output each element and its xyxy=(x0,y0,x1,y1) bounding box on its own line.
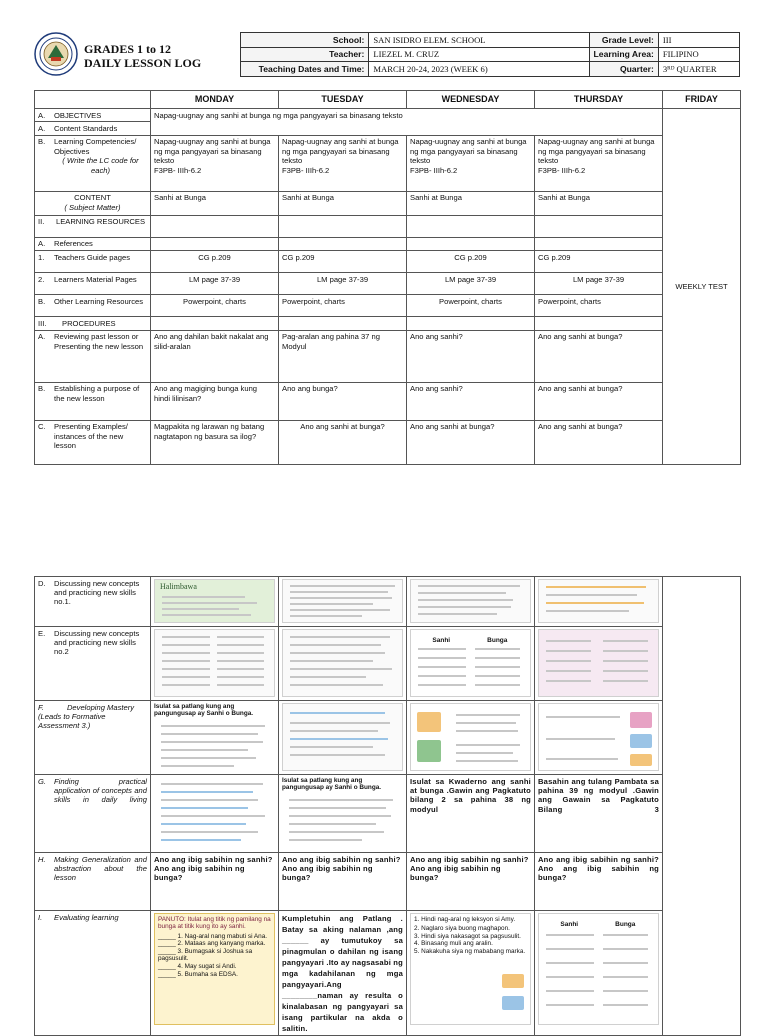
row-letter: A. xyxy=(38,239,46,249)
cell-empty xyxy=(407,317,535,330)
row-label-evaluating xyxy=(35,911,151,1036)
lesson-log-table-bottom xyxy=(34,576,741,1036)
competency-thursday xyxy=(535,135,663,191)
tg-thursday: CG p.209 xyxy=(535,251,663,273)
discussing1-monday xyxy=(151,577,279,627)
row-letter: E. xyxy=(38,628,46,638)
cell-empty xyxy=(407,237,535,250)
row-label-text: Content Standards xyxy=(54,123,118,133)
competency-code: F3PB- IIIh-6.2 xyxy=(154,165,202,175)
other-wednesday: Powerpoint, charts xyxy=(407,295,535,317)
exercise-instruction: Isulat sa patlang kung ang pangungusap ay Sanhi o Bunga. xyxy=(282,776,382,792)
question-sanhi: Ano ang ibig sabihin ng sanhi? xyxy=(154,854,273,864)
purpose-wednesday: Ano ang sanhi? xyxy=(407,382,535,420)
cell-empty xyxy=(151,215,279,237)
sanhi-bunga-exercise xyxy=(154,703,275,771)
evaluation-item: 1. Hindi nag-aral ng leksyon si Amy. xyxy=(414,915,516,923)
row-label-teachers-guide xyxy=(35,251,151,273)
row-letter: A. xyxy=(38,123,46,133)
question-bunga: Ano ang ibig sabihin ng bunga? xyxy=(410,863,501,883)
row-label-references xyxy=(35,237,151,250)
log-title xyxy=(84,42,201,70)
evaluation-item: 2. Naglaro siya buong maghapon. xyxy=(414,925,510,933)
day-wednesday: WEDNESDAY xyxy=(407,91,535,109)
presenting-wednesday: Ano ang sanhi at bunga? xyxy=(407,420,535,464)
practical-wednesday: Isulat sa Kwaderno ang sanhi at bunga .Gawin ang Pagkatuto bilang 2 sa pahina 38 ng modyul xyxy=(407,775,535,853)
learning-area-value: FILIPINO xyxy=(658,47,739,62)
worksheet-image xyxy=(282,629,403,697)
row-label-procedures xyxy=(35,317,151,330)
tg-tuesday: CG p.209 xyxy=(279,251,407,273)
purpose-tuesday: Ano ang bunga? xyxy=(279,382,407,420)
learning-area-label: Learning Area: xyxy=(589,47,658,62)
competency-text: Napag-uugnay ang sanhi at bunga ng mga pangyayari sa binasang teksto xyxy=(410,137,527,166)
corner-cell xyxy=(35,91,151,109)
row-label-text: Teachers Guide pages xyxy=(54,252,130,262)
row-letter: B. xyxy=(38,384,46,394)
friday-weekly-test: WEEKLY TEST xyxy=(663,109,741,465)
log-header xyxy=(34,32,740,76)
practical-monday xyxy=(151,775,279,853)
other-monday: Powerpoint, charts xyxy=(151,295,279,317)
picture-exercise-image xyxy=(538,703,659,771)
row-label-text: Reviewing past lesson or Presenting the new lesson xyxy=(54,332,144,351)
cell-empty xyxy=(279,317,407,330)
row-label-note: (Leads to Formative Assessment 3.) xyxy=(38,711,106,731)
evaluating-thursday xyxy=(535,911,663,1036)
evaluating-tuesday: Kumpletuhin ang Patlang . Batay sa aking nalaman ,ang ______ ay tumutukoy sa pinagmulan o dahilan ng isang pangyayari .Ito ay nagsasabi ng mga kadahilanan ng mga pangyayari.Ang ________naman ay resulta o kinalabasan ng pangyayari sa isang partikular na akda o salitin. xyxy=(279,911,407,1036)
row-label-text: References xyxy=(54,239,93,249)
cell-empty xyxy=(151,317,279,330)
row-letter: H. xyxy=(38,854,46,864)
question-bunga: Ano ang ibig sabihin ng bunga? xyxy=(538,863,659,883)
row-label-content-standards xyxy=(35,122,151,135)
row-label-text: LEARNING RESOURCES xyxy=(55,217,146,227)
row-label-wrap xyxy=(38,913,147,922)
evaluation-worksheet-image xyxy=(154,913,275,1025)
row-letter: C. xyxy=(38,422,46,432)
row-label-establishing xyxy=(35,382,151,420)
row-letter: F. xyxy=(38,702,44,712)
content-monday: Sanhi at Bunga xyxy=(151,191,279,215)
row-letter: G. xyxy=(38,776,47,786)
content-standards-value: Napag-uugnay ang sanhi at bunga ng mga pangyayari sa binasang teksto xyxy=(151,109,663,136)
row-label-discussing-1 xyxy=(35,577,151,627)
row-letter: 2. xyxy=(38,274,45,284)
content-wednesday: Sanhi at Bunga xyxy=(407,191,535,215)
mastery-wednesday xyxy=(407,701,535,775)
evaluation-item: _____ 1. Nag-aral nang mabuti si Ana. xyxy=(158,932,268,940)
tg-wednesday: CG p.209 xyxy=(407,251,535,273)
review-wednesday: Ano ang sanhi? xyxy=(407,330,535,382)
friday-empty xyxy=(663,577,741,1036)
discussing1-wednesday xyxy=(407,577,535,627)
row-label-wrap xyxy=(38,703,147,731)
evaluation-item: _____ 4. May sugat si Andi. xyxy=(158,963,237,971)
discussing2-wednesday xyxy=(407,627,535,701)
lm-monday: LM page 37-39 xyxy=(151,273,279,295)
quarter-label: Quarter: xyxy=(589,62,658,77)
row-letter: III. xyxy=(38,318,47,328)
presenting-tuesday: Ano ang sanhi at bunga? xyxy=(279,420,407,464)
sanhi-column-label: Sanhi xyxy=(560,920,579,928)
discussing2-thursday xyxy=(535,627,663,701)
question-bunga: Ano ang ibig sabihin ng bunga? xyxy=(282,863,373,883)
row-letter: D. xyxy=(38,578,46,588)
exercise-instruction: Isulat sa patlang kung ang pangungusap ay Sanhi o Bunga. xyxy=(154,702,254,718)
discussing1-tuesday xyxy=(279,577,407,627)
generalization-tuesday xyxy=(279,853,407,911)
sanhi-bunga-table-image xyxy=(538,913,659,1025)
sanhi-bunga-exercise xyxy=(282,777,403,849)
evaluation-item: _____ 2. Mataas ang kanyang marka. xyxy=(158,940,266,948)
school-value: SAN ISIDRO ELEM. SCHOOL xyxy=(369,33,589,48)
teacher-label: Teacher: xyxy=(241,47,369,62)
row-label-discussing-2 xyxy=(35,627,151,701)
question-bunga: Ano ang ibig sabihin ng bunga? xyxy=(154,863,245,883)
cell-empty xyxy=(279,237,407,250)
presenting-thursday: Ano ang sanhi at bunga? xyxy=(535,420,663,464)
day-tuesday: TUESDAY xyxy=(279,91,407,109)
cell-empty xyxy=(535,237,663,250)
deped-seal-icon xyxy=(34,32,78,76)
practical-tuesday xyxy=(279,775,407,853)
teacher-value: LIEZEL M. CRUZ xyxy=(369,47,589,62)
content-tuesday: Sanhi at Bunga xyxy=(279,191,407,215)
row-label-objectives xyxy=(35,109,151,122)
row-label-note: ( Write the LC code for each) xyxy=(62,156,139,175)
row-letter: B. xyxy=(38,296,46,306)
presenting-monday: Magpakita ng larawan ng batang nagtatapon ng basura sa ilog? xyxy=(151,420,279,464)
purpose-thursday: Ano ang sanhi at bunga? xyxy=(535,382,663,420)
competency-text: Napag-uugnay ang sanhi at bunga ng mga pangyayari sa binasang teksto xyxy=(538,137,655,166)
tg-monday: CG p.209 xyxy=(151,251,279,273)
competency-wednesday xyxy=(407,135,535,191)
picture-evaluation-image xyxy=(410,913,531,1025)
row-label-text: Developing Mastery xyxy=(66,702,135,712)
discussing2-monday xyxy=(151,627,279,701)
cell-empty xyxy=(407,215,535,237)
discussing2-tuesday xyxy=(279,627,407,701)
bunga-column-label: Bunga xyxy=(487,636,508,644)
worksheet-image xyxy=(154,629,275,697)
content-thursday: Sanhi at Bunga xyxy=(535,191,663,215)
generalization-wednesday xyxy=(407,853,535,911)
row-label-note: ( Subject Matter) xyxy=(64,202,121,212)
evaluating-monday xyxy=(151,911,279,1036)
row-label-generalization xyxy=(35,853,151,911)
competency-code: F3PB- IIIh-6.2 xyxy=(410,165,458,175)
row-label-text: OBJECTIVES xyxy=(54,110,102,120)
purpose-monday: Ano ang magiging bunga kung hindi lilinisan? xyxy=(151,382,279,420)
practical-thursday: Basahin ang tulang Pambata sa pahina 39 ng modyul .Gawin ang Gawain sa Pagkatuto Bilang 3 xyxy=(535,775,663,853)
row-label-text: CONTENT xyxy=(74,193,111,203)
row-label-text: Learners Material Pages xyxy=(54,274,137,284)
competency-tuesday xyxy=(279,135,407,191)
row-label-learners-material xyxy=(35,273,151,295)
evaluation-item: 4. Binasang muli ang aralin. xyxy=(414,940,493,948)
other-thursday: Powerpoint, charts xyxy=(535,295,663,317)
sanhi-bunga-table-image xyxy=(410,629,531,697)
worksheet-image xyxy=(282,703,403,771)
cell-empty xyxy=(279,215,407,237)
row-letter: B. xyxy=(38,137,46,147)
row-label-reviewing xyxy=(35,330,151,382)
worksheet-image xyxy=(282,579,403,623)
row-label-text: Presenting Examples/ instances of the new lesson xyxy=(54,422,128,450)
competency-monday xyxy=(151,135,279,191)
row-label-learning-resources xyxy=(35,215,151,237)
question-sanhi: Ano ang ibig sabihin ng sanhi? xyxy=(538,854,659,864)
row-label-wrap xyxy=(38,777,147,805)
row-letter: A. xyxy=(38,110,46,120)
day-monday: MONDAY xyxy=(151,91,279,109)
mastery-thursday xyxy=(535,701,663,775)
row-label-mastery xyxy=(35,701,151,775)
slide-heading: Halimbawa xyxy=(160,581,197,591)
question-sanhi: Ano ang ibig sabihin ng sanhi? xyxy=(282,854,401,864)
row-label-text: Discussing new concepts and practicing new skills no.2 xyxy=(54,628,140,657)
cell-empty xyxy=(535,215,663,237)
lesson-slide-image xyxy=(154,579,275,623)
sanhi-column-label: Sanhi xyxy=(432,636,451,644)
row-label-text: PROCEDURES xyxy=(62,318,116,328)
title-daily-lesson-log: DAILY LESSON LOG xyxy=(84,56,202,70)
discussing1-thursday xyxy=(535,577,663,627)
lm-thursday: LM page 37-39 xyxy=(535,273,663,295)
generalization-monday xyxy=(151,853,279,911)
lm-wednesday: LM page 37-39 xyxy=(407,273,535,295)
evaluation-item: _____ 3. Bumagsak si Joshua sa pagsusulit. xyxy=(158,947,253,963)
row-label-practical xyxy=(35,775,151,853)
row-label-wrap xyxy=(38,855,147,883)
review-monday: Ano ang dahilan bakit nakalat ang silid-aralan xyxy=(151,330,279,382)
cell-empty xyxy=(535,317,663,330)
row-label-competencies xyxy=(35,135,151,191)
panuto-text: PANUTO: Itulat ang titik ng pamilang na bunga at titik kung ito ay sanhi. xyxy=(158,915,271,931)
evaluation-item: _____ 5. Bumaha sa EDSA. xyxy=(158,970,238,978)
mastery-tuesday xyxy=(279,701,407,775)
evaluation-item: 3. Hindi siya nakasagot sa pagsusulit. xyxy=(414,932,521,940)
row-label-presenting xyxy=(35,420,151,464)
worksheet-image xyxy=(154,777,275,849)
row-label-text: Discussing new concepts and practicing new skills no.1. xyxy=(54,578,140,607)
school-label: School: xyxy=(241,33,369,48)
picture-exercise-image xyxy=(410,703,531,771)
evaluation-item: 5. Nakakuha siya ng mababang marka. xyxy=(414,947,526,955)
evaluating-wednesday xyxy=(407,911,535,1036)
competency-text: Napag-uugnay ang sanhi at bunga ng mga pangyayari sa binasang teksto xyxy=(154,137,271,166)
generalization-thursday xyxy=(535,853,663,911)
cell-empty xyxy=(151,237,279,250)
dates-label: Teaching Dates and Time: xyxy=(241,62,369,77)
day-friday: FRIDAY xyxy=(663,91,741,109)
worksheet-image xyxy=(538,629,659,697)
row-label-text: Other Learning Resources xyxy=(54,296,144,306)
row-label-text: Learning Competencies/ Objectives xyxy=(54,137,137,156)
bunga-column-label: Bunga xyxy=(615,920,636,928)
lesson-log-table-top xyxy=(34,90,741,465)
competency-code: F3PB- IIIh-6.2 xyxy=(538,165,586,175)
competency-code: F3PB- IIIh-6.2 xyxy=(282,165,330,175)
quarter-value: 3ᴿᴰ QUARTER xyxy=(658,62,739,77)
question-sanhi: Ano ang ibig sabihin ng sanhi? xyxy=(410,854,529,864)
review-tuesday: Pag-aralan ang pahina 37 ng Modyul xyxy=(279,330,407,382)
grade-level-value: III xyxy=(658,33,739,48)
day-thursday: THURSDAY xyxy=(535,91,663,109)
review-thursday: Ano ang sanhi at bunga? xyxy=(535,330,663,382)
row-label-text: Establishing a purpose of the new lesson xyxy=(54,384,140,403)
row-letter: 1. xyxy=(38,252,45,262)
worksheet-image xyxy=(410,579,531,623)
row-label-other-resources xyxy=(35,295,151,317)
competency-text: Napag-uugnay ang sanhi at bunga ng mga pangyayari sa binasang teksto xyxy=(282,137,399,166)
row-label-text: Evaluating learning xyxy=(54,912,119,922)
other-tuesday: Powerpoint, charts xyxy=(279,295,407,317)
row-letter: I. xyxy=(38,912,43,922)
row-label-text: Making Generalization and abstraction about the lesson xyxy=(54,854,147,883)
grade-level-label: Grade Level: xyxy=(589,33,658,48)
row-label-text: Finding practical application of concepts and skills in daily living xyxy=(54,776,147,805)
mastery-monday xyxy=(151,701,279,775)
title-grades: GRADES 1 to 12 xyxy=(84,42,172,56)
lm-tuesday: LM page 37-39 xyxy=(279,273,407,295)
dates-value: MARCH 20-24, 2023 (WEEK 6) xyxy=(369,62,589,77)
row-label-content xyxy=(35,191,151,215)
row-letter: II. xyxy=(38,217,45,227)
worksheet-image xyxy=(538,579,659,623)
row-letter: A. xyxy=(38,332,46,342)
header-info-table xyxy=(240,32,740,77)
